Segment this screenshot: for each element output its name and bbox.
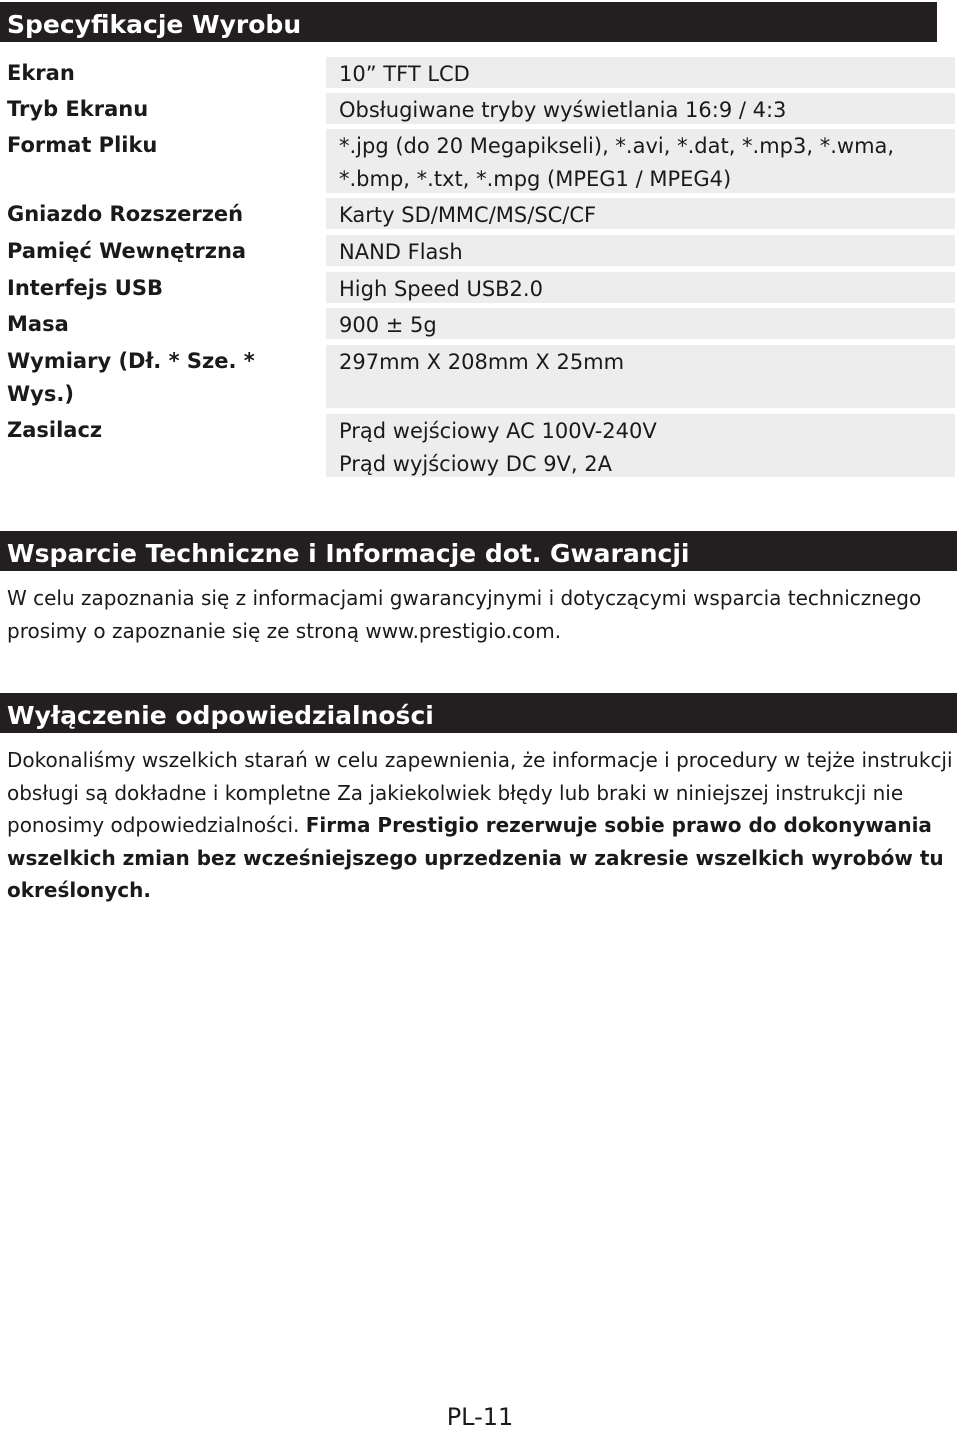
spec-value (326, 57, 955, 88)
spec-label: Wymiary (Dł. * Sze. * Wys.) (7, 349, 255, 406)
spec-value (326, 129, 955, 193)
spec-label: Interfejs USB (7, 276, 163, 300)
spec-label: Pamięć Wewnętrzna (7, 239, 247, 263)
spec-value (326, 198, 955, 229)
disclaimer-text: Dokonaliśmy wszelkich starań w celu zapewnienia, że informacje i procedury w tejże instrukcji obsługi są dokładne i kompletne Za jakiekolwiek błędy lub braki w niniejszej instrukcji nie ponosimy odpowiedzialności. (7, 748, 953, 837)
spec-label: Tryb Ekranu (7, 97, 149, 121)
support-section-title: Wsparcie Techniczne i Informacje dot. Gwarancji (0, 531, 957, 571)
spec-value-line: High Speed USB2.0 (339, 277, 543, 301)
spec-value (326, 93, 955, 124)
spec-value (326, 345, 955, 408)
spec-value-line: Prąd wejściowy AC 100V-240V (339, 419, 657, 443)
spec-value-line: 297mm X 208mm X 25mm (339, 350, 625, 374)
spec-label: Masa (7, 312, 69, 336)
spec-value-line: 900 ± 5g (339, 313, 437, 337)
spec-value-line: 10” TFT LCD (339, 62, 470, 86)
spec-value-line: Prąd wyjściowy DC 9V, 2A (339, 452, 612, 476)
page-number: PL-11 (446, 1403, 514, 1431)
spec-label: Gniazdo Rozszerzeń (7, 202, 244, 226)
spec-value (326, 414, 955, 477)
disclaimer-bold-text: Firma Prestigio rezerwuje sobie prawo do dokonywania wszelkich zmian bez wcześniejszego uprzedzenia w zakresie wszelkich wyrobów tu określonych. (7, 813, 944, 902)
specs-section-title: Specyfikacje Wyrobu (0, 2, 937, 42)
spec-value (326, 308, 955, 339)
spec-value-line: NAND Flash (339, 240, 463, 264)
spec-label: Format Pliku (7, 133, 158, 157)
spec-value-line: *.bmp, *.txt, *.mpg (MPEG1 / MPEG4) (339, 167, 732, 191)
spec-value-line: Obsługiwane tryby wyświetlania 16:9 / 4:3 (339, 98, 787, 122)
spec-value (326, 272, 955, 303)
disclaimer-section-title: Wyłączenie odpowiedzialności (0, 693, 957, 733)
disclaimer-paragraph (7, 744, 957, 907)
spec-label: Ekran (7, 61, 75, 85)
spec-label: Zasilacz (7, 418, 103, 442)
support-paragraph: W celu zapoznania się z informacjami gwarancyjnymi i dotyczącymi wsparcia technicznego prosimy o zapoznanie się ze stroną www.prestigio.com. (7, 586, 922, 643)
spec-value-line: *.jpg (do 20 Megapikseli), *.avi, *.dat, *.mp3, *.wma, (339, 134, 895, 158)
spec-value (326, 235, 955, 266)
spec-value-line: Karty SD/MMC/MS/SC/CF (339, 203, 597, 227)
